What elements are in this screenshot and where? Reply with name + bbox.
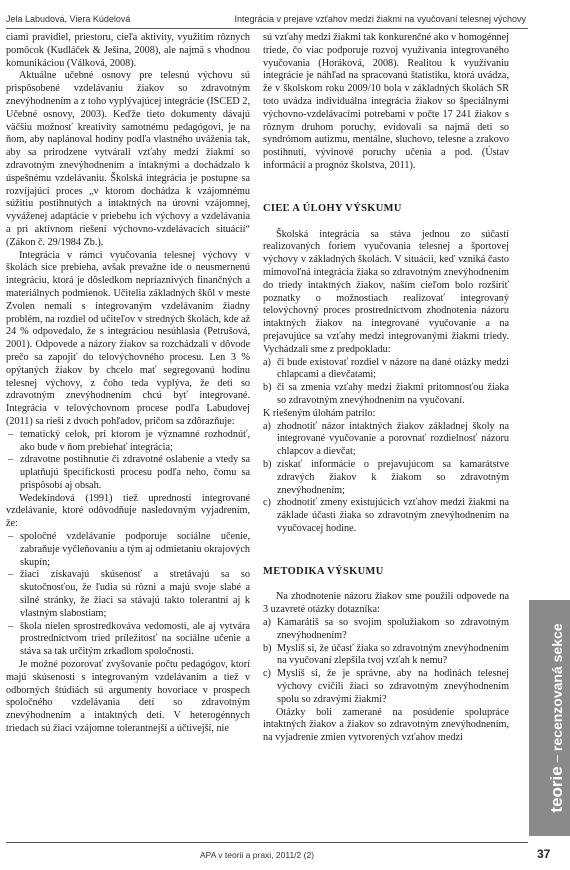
bullet-list <box>6 531 250 659</box>
paragraph: K riešeným úlohám patrilo: <box>263 407 376 419</box>
bullet-list <box>6 429 250 493</box>
list-item: a) zhodnotiť názor intaktných žiakov základnej školy na integrované vyučovanie a porovnať rozdielnosť názoru chlapcov a dievčat; <box>263 420 509 458</box>
paragraph: Integrácia v rámci vyučovania telesnej výchovy v školách sice prebieha, avšak prevažne ide o neusmernenú integráciu, ktorá je dôsledkom nepriaznivých finančných a materiálnych podmienok. Učitelia základných škôl v meste Zvolen nemali s integrovaným vzdelávaním žiadny problém, na rozdiel od učiteľov v stredných školách, kde až 24 % odpovedalo, že s integráciou nesúhlasia (Petrušová, 2001). Odpovede a názory žiakov sa rozchádzali v dôvode prečo sa zapojiť do telovýchovného procesu. Len 3 % opýtaných žiakov by chcelo mať segregovanú hodinu telesnej výchovy, z čoho teda vyplýva, že deti so zdravotným znevýhodnením chcú byť integrované. Integrácia v telovýchovnom procese podľa Labudovej (2011) sa rieši z dvoch pohľadov, pričom sa zdôrazňuje: <box>6 249 250 427</box>
sidebar-label-section: recenzovaná sekce <box>548 623 565 752</box>
questions-list <box>263 617 509 707</box>
list-item: c) Myslíš si, že je správne, aby na hodinách telesnej výchovy cvičili žiaci so zdravotným znevýhodnením spolu so zdravými žiakmi? <box>263 668 509 705</box>
list-item: – tematický celok, pri ktorom je významné rozhodnúť, ako bude v ňom prebiehať integrácia; <box>6 429 250 455</box>
header-authors: Jela Labudová, Viera Kúdelová <box>6 14 131 24</box>
footer-journal: APA v teorii a praxi, 2011/2 (2) <box>200 850 315 860</box>
header-article-title: Integrácia v prejave vzťahov medzi žiakmi na vyučovaní telesnej výchovy <box>234 14 526 24</box>
list-item: – spoločné vzdelávanie podporuje sociálne učenie, zabraňuje vyčleňovaniu a tým aj odmietaniu okrajových skupín; <box>6 531 250 569</box>
list-item: a) či bude existovať rozdiel v názore na dané otázky medzi chlapcami a dievčatami; <box>263 356 509 381</box>
list-item: b) Myslíš si, že účasť žiaka so zdravotným znevýhodnením na vyučovaní zlepšila tvoj vzťah k nemu? <box>263 642 509 667</box>
paragraph: Otázky boli zamerané na posúdenie spolupráce intaktných žiakov a žiakov so zdravotným znevýhodnením, na vyjadrenie zmien vytvorených vzťahov medzi <box>263 706 509 744</box>
list-item: b) či sa zmenia vzťahy medzi žiakmi pritomnosťou žiaka so zdravotným znevýhodnením na vyučovaní. <box>263 382 509 406</box>
sidebar-label-dash: – <box>549 755 564 763</box>
paragraph: Wedekindová (1991) tiež upredností integrované vzdelávanie, ktoré odôvodňuje nasledovným vyjadrením, že: <box>6 492 250 530</box>
paragraph: sú vzťahy medzi žiakmi tak konkurenčné ako v homogénnej triede, čo viac podporuje rozvoj využívania integrovaného vyučovania (Horáková, 2008). Realitou k využívaniu integrácie je náhľad na spracovanú štatistiku, ktorá uvádza, že v školskom roku 2009/10 bola v základných školách SR toto uvádza individuálna integrácia žiakov so špeciálnymi výchovno-vzdelávacími potrebami v počte 17 241 žiakov s rôznym druhom poruchy, evidovali sa najmä deti so syndrómom autizmu, mentálne, sluchovo, telesne a zrakovo postihnutí, vývinové poruchy učenia a pod. (Ústav informácií a prognóz školstva, 2011). <box>263 32 509 171</box>
list-item: b) získať informácie o prejavujúcom sa kamarátstve zdravých žiakov k žiakom so zdravotným znevýhodnením; <box>263 458 509 496</box>
header-rule <box>6 28 528 29</box>
hypotheses-list <box>263 357 509 408</box>
right-column <box>263 32 509 745</box>
list-item: c) zhodnotiť zmeny existujúcich vzťahov medzi žiakmi na základe účasti žiaka so zdravotným znevýhodnením na vyučovacej hodine. <box>263 497 509 534</box>
paragraph: ciami pravidiel, priestoru, cieľa aktivity, využitím rôznych pomôcok (Kudláček & Ješina, 2008), ale najmä s vhodnou komunikáciou (Válková, 2008). <box>6 32 250 69</box>
list-item: a) Kamarátiš sa so svojím spolužiakom so zdravotným znevýhodnením? <box>263 617 509 641</box>
section-heading: CIEĽ A ÚLOHY VÝSKUMU <box>263 202 402 214</box>
sidebar-label <box>536 600 570 836</box>
list-item: – žiaci získavajú skúsenosť a stretávajú sa so skutočnosťou, že ľudia sú rôzni a majú svoje slabé a silné stránky, že žiaci sa stávajú takto tolerantní aj k vlastným slabostiam; <box>6 569 250 620</box>
footer-rule <box>6 842 528 843</box>
paragraph: Na zhodnotenie názoru žiakov sme použili odpovede na 3 uzavreté otázky dotazníka: <box>263 591 509 616</box>
list-item: – zdravotne postihnutie či zdravotné oslabenie a vtedy sa uplatňujú špecifickosti procesu podľa neho, čomu sa prispôsobí aj obsah. <box>6 454 250 492</box>
section-heading: METODIKA VÝSKUMU <box>263 565 384 577</box>
paragraph: Je možné pozorovať zvyšovanie počtu pedagógov, ktorí majú skúsenosti s integrovaným vzdelávaním a tiež v odborných štúdiách sú argumenty hovoriace v prospech spoločného vzdelávania detí so zdravotným znevýhodnením a intaktných detí. V heterogénnych triedach sú žiaci vzájomne tolerantnejší a účtivejší, nie <box>6 659 250 735</box>
sidebar-label-theory: teorie <box>546 766 566 813</box>
paragraph: Školská integrácia sa stáva jednou zo súčastí realizovaných foriem vyučovania telesnej a športovej výchovy v základných školách. V situácii, keď vzniká často mimovoľná integrácia žiaka so zdravotným znevýhodnením do triedy intaktných žiakov, naším cieľom bolo rozšíriť poznatky o možnostiach realizovať integrovaný telovýchovný proces prostredníctvom zhodnotenia názoru intaktných žiakov na integrované vyučovanie a na prejavujúce sa vzťahy medzi integrovanými žiakmi triedy. Vychádzali sme z predpokladu: <box>263 228 509 355</box>
section-sidebar-tab <box>529 600 570 836</box>
left-column <box>6 32 250 736</box>
list-item: – škola nielen sprostredkováva vedomosti, ale aj vytvára prostredníctvom tried príležitosť na sociálne učenie a stáva sa tak určitým zrkadlom spoločnosti. <box>6 621 250 659</box>
page-number: 37 <box>537 847 551 861</box>
tasks-list <box>263 421 509 536</box>
paragraph: Aktuálne učebné osnovy pre telesnú výchovu sú prispôsobené vzdelávaniu žiakov so zdravotným znevýhodnením a z toho vyplývajúcej integrácie (ISCED 2, Učebné osnovy, 2003). Keďže tieto dokumenty dávajú väčšiu možnosť kreativity samotnému pedagógovi, je na ňom, aby naplánoval hodiny podľa vlastného uváženia tak, aby sa prirodzene vytvárali vzťahy medzi žiakmi so zdravotným znevýhodnením a intaknými a dochádzalo k úspešnému vzdelávaniu. Školská integrácia je postupne sa rozvíjajúci proces „v ktorom dochádza k vzájomnému súžitiu postihnutých a intaktných na úrovni vzájomnej, vyváženej adaptácie v priebehu ich výchovy a vzdelávania a pri aktívnom riešení výchovno-vzdelávacích situácií“ (Zákon č. 29/1984 Zb.). <box>6 70 250 248</box>
